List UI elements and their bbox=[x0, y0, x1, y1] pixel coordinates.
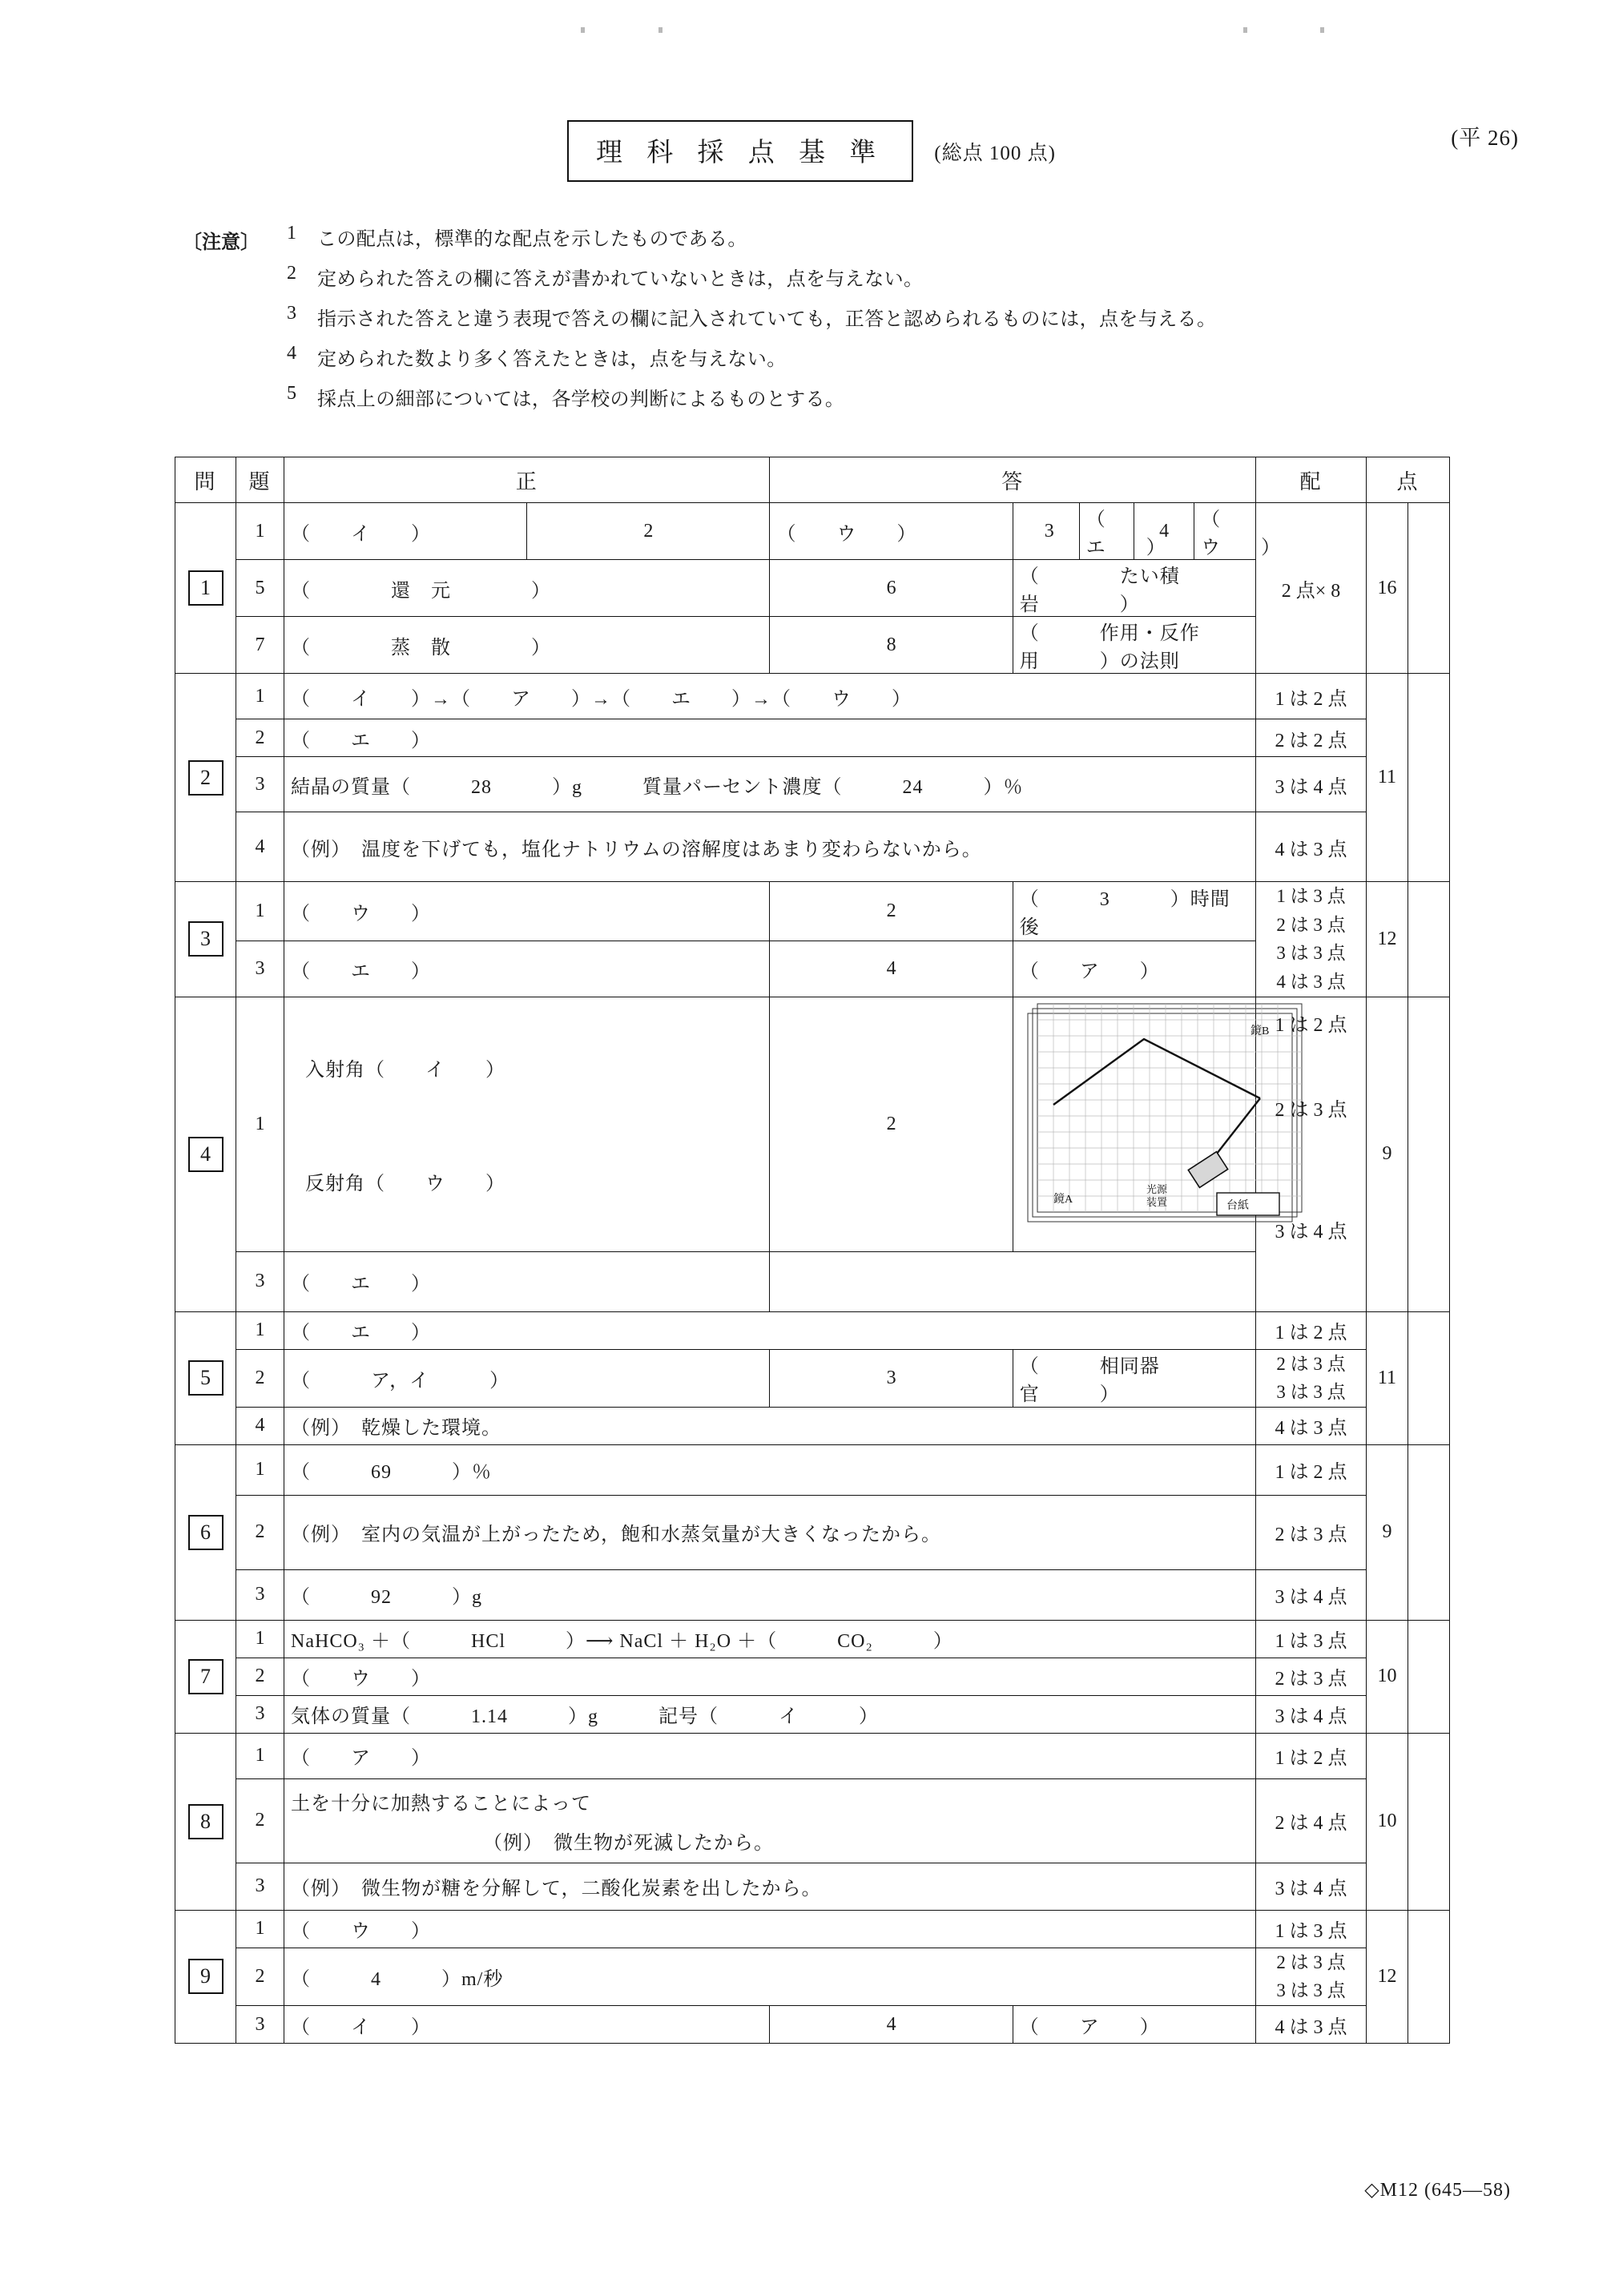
alloc-text: 2 点× 8 bbox=[1255, 503, 1366, 674]
header-question: 問 bbox=[175, 457, 236, 503]
item-number: 1 bbox=[236, 1910, 284, 1948]
score-value: 10 bbox=[1366, 1733, 1408, 1910]
table-row bbox=[175, 1311, 1450, 1349]
answer-text-line1: 入射角（ イ ） bbox=[305, 1059, 505, 1081]
question-number: 3 bbox=[188, 921, 224, 957]
blank-cell bbox=[1408, 1444, 1449, 1620]
note-item bbox=[183, 343, 1544, 371]
answer-pair-cell bbox=[1013, 503, 1282, 560]
header-item: 題 bbox=[236, 457, 284, 503]
alloc-text: 1 は 2 点 bbox=[1275, 1014, 1347, 1036]
score-value: 12 bbox=[1366, 1910, 1408, 2043]
svg-text:鏡B: 鏡B bbox=[1250, 1025, 1270, 1037]
answer-text: （ 3 ）時間後 bbox=[1013, 882, 1255, 941]
alloc-text: 1 は 3 点 bbox=[1255, 1910, 1366, 1948]
alloc-block bbox=[1255, 1948, 1366, 2005]
item-number: 2 bbox=[770, 882, 1013, 941]
question-number: 6 bbox=[188, 1515, 224, 1550]
answer-text: （ 還 元 ） bbox=[284, 560, 770, 617]
svg-text:装置: 装置 bbox=[1146, 1195, 1167, 1208]
alloc-text: 2 は 2 点 bbox=[1255, 719, 1366, 757]
alloc-text: 3 は 4 点 bbox=[1255, 757, 1366, 812]
table-row bbox=[175, 882, 1450, 941]
item-number: 4 bbox=[1134, 503, 1194, 559]
answer-text: NaHCO₃ ＋（ HCl ）⟶ NaCl ＋ H₂O ＋（ CO₂ ） bbox=[284, 1620, 1256, 1658]
question-number: 8 bbox=[188, 1804, 224, 1839]
alloc-text: 2 は 3 点 bbox=[1276, 1952, 1346, 1972]
note-text: 定められた答えの欄に答えが書かれていないときは，点を与えない。 bbox=[317, 269, 924, 290]
item-number: 4 bbox=[236, 1407, 284, 1444]
item-number: 1 bbox=[236, 1311, 284, 1349]
answer-text: （ エ ） bbox=[284, 1311, 1256, 1349]
item-number: 2 bbox=[770, 997, 1013, 1251]
answer-text: （ 蒸 散 ） bbox=[284, 617, 770, 674]
item-number: 1 bbox=[236, 997, 284, 1251]
table-row bbox=[175, 674, 1450, 719]
table-row bbox=[175, 1444, 1450, 1495]
score-value: 16 bbox=[1366, 503, 1408, 674]
note-item bbox=[183, 263, 1544, 291]
blank-cell bbox=[1408, 503, 1449, 674]
alloc-text: 1 は 2 点 bbox=[1255, 1733, 1366, 1778]
header-answer-left: 正 bbox=[284, 457, 770, 503]
alloc-text: 1 は 2 点 bbox=[1255, 674, 1366, 719]
item-number: 4 bbox=[236, 812, 284, 882]
answer-text: （ たい積岩 ） bbox=[1013, 560, 1255, 617]
item-number: 3 bbox=[236, 757, 284, 812]
item-number: 7 bbox=[236, 617, 284, 674]
alloc-text: 2 は 4 点 bbox=[1255, 1778, 1366, 1863]
answer-text: （ 4 ）m/秒 bbox=[284, 1948, 1256, 2005]
note-number: 4 bbox=[287, 343, 296, 364]
alloc-text: 4 は 3 点 bbox=[1255, 2006, 1366, 2044]
question-number: 5 bbox=[188, 1360, 224, 1396]
table-row bbox=[175, 1910, 1450, 1948]
answer-text: （ イ ） bbox=[284, 503, 527, 560]
page-title: 理 科 採 点 基 準 bbox=[567, 120, 913, 182]
alloc-text: 3 は 3 点 bbox=[1276, 1980, 1346, 2001]
answer-text: （ ウ ） bbox=[284, 1910, 1256, 1948]
note-text: 指示された答えと違う表現で答えの欄に記入されていても，正答と認められるものには，点を与える。 bbox=[317, 309, 1217, 330]
item-number: 1 bbox=[236, 674, 284, 719]
question-number: 9 bbox=[188, 1959, 224, 1994]
note-item bbox=[183, 383, 1544, 411]
answer-text-line2: 反射角（ ウ ） bbox=[305, 1173, 505, 1194]
table-row bbox=[175, 997, 1450, 1251]
question-number-cell bbox=[175, 1311, 236, 1444]
blank-cell bbox=[1408, 997, 1449, 1311]
alloc-text: 4 は 3 点 bbox=[1276, 971, 1346, 992]
alloc-text: 1 は 3 点 bbox=[1276, 886, 1346, 906]
question-number-cell bbox=[175, 882, 236, 997]
question-number: 2 bbox=[188, 760, 224, 796]
answer-text: （ 69 ）％ bbox=[284, 1444, 1256, 1495]
table-row bbox=[175, 1569, 1450, 1620]
item-number: 6 bbox=[770, 560, 1013, 617]
answer-text: （例） 微生物が糖を分解して，二酸化炭素を出したから。 bbox=[284, 1863, 1256, 1910]
blank-cell bbox=[1408, 1311, 1449, 1444]
table-row bbox=[175, 1778, 1450, 1863]
item-number: 4 bbox=[770, 941, 1013, 997]
item-number: 3 bbox=[236, 2006, 284, 2044]
table-row bbox=[175, 1733, 1450, 1778]
answer-text-line1: 土を十分に加熱することによって bbox=[291, 1793, 591, 1815]
answer-text: （ 作用・反作用 ）の法則 bbox=[1013, 617, 1255, 674]
answer-text: （ イ ） bbox=[284, 2006, 770, 2044]
table-row bbox=[175, 1620, 1450, 1658]
item-number: 2 bbox=[236, 1658, 284, 1695]
alloc-text: 3 は 4 点 bbox=[1275, 1221, 1347, 1243]
answer-text: （ ア ） bbox=[284, 1733, 1256, 1778]
item-number: 1 bbox=[236, 1444, 284, 1495]
answer-text: （ エ ） bbox=[1079, 503, 1134, 559]
table-row bbox=[175, 719, 1450, 757]
notes-section bbox=[183, 223, 1544, 423]
answer-text: （例） 乾燥した環境。 bbox=[284, 1407, 1256, 1444]
question-number-cell bbox=[175, 674, 236, 882]
notes-label: 〔注意〕 bbox=[183, 232, 260, 253]
table-row bbox=[175, 1349, 1450, 1407]
answer-text: （ エ ） bbox=[284, 1251, 770, 1311]
svg-text:台紙: 台紙 bbox=[1226, 1199, 1249, 1212]
score-value: 9 bbox=[1366, 997, 1408, 1311]
note-number: 1 bbox=[287, 223, 296, 244]
item-number: 4 bbox=[770, 2006, 1013, 2044]
blank-cell bbox=[1408, 1733, 1449, 1910]
score-value: 12 bbox=[1366, 882, 1408, 997]
answer-text: （ ア ） bbox=[1013, 941, 1255, 997]
table-row bbox=[175, 812, 1450, 882]
answer-text: （ ウ ） bbox=[1201, 510, 1282, 558]
year-note: (平 26) bbox=[1451, 126, 1519, 150]
answer-text: （ ウ ） bbox=[284, 882, 770, 941]
score-value: 11 bbox=[1366, 674, 1408, 882]
table-header-row bbox=[175, 457, 1450, 503]
question-number: 4 bbox=[188, 1137, 224, 1172]
answer-text: （ イ ）→（ ア ）→（ エ ）→（ ウ ） bbox=[284, 674, 1256, 719]
item-number: 2 bbox=[236, 1495, 284, 1569]
item-number: 5 bbox=[236, 560, 284, 617]
answer-text: 結晶の質量（ 28 ）g 質量パーセント濃度（ 24 ）％ bbox=[284, 757, 1256, 812]
alloc-text: 1 は 2 点 bbox=[1255, 1444, 1366, 1495]
table-row bbox=[175, 1658, 1450, 1695]
note-number: 2 bbox=[287, 263, 296, 284]
alloc-text: 2 は 3 点 bbox=[1275, 1099, 1347, 1121]
score-value: 9 bbox=[1366, 1444, 1408, 1620]
item-number: 1 bbox=[236, 1733, 284, 1778]
blank-cell bbox=[1408, 1910, 1449, 2043]
question-number: 1 bbox=[188, 570, 224, 606]
total-points: (総点 100 点) bbox=[934, 142, 1056, 164]
answer-text: （ ア ） bbox=[1013, 2006, 1255, 2044]
item-number: 2 bbox=[236, 1948, 284, 2005]
answer-text: （ エ ） bbox=[284, 719, 1256, 757]
header-answer-right: 答 bbox=[770, 457, 1256, 503]
note-text: 採点上の細部については，各学校の判断によるものとする。 bbox=[317, 389, 845, 410]
score-value: 11 bbox=[1366, 1311, 1408, 1444]
note-text: この配点は，標準的な配点を示したものである。 bbox=[317, 229, 747, 250]
answer-text: （ 相同器官 ） bbox=[1013, 1349, 1255, 1407]
question-number-cell bbox=[175, 1620, 236, 1733]
table-row bbox=[175, 1695, 1450, 1733]
item-number: 2 bbox=[236, 719, 284, 757]
item-number: 3 bbox=[236, 1251, 284, 1311]
answer-text: （ エ ） bbox=[284, 941, 770, 997]
footer-code: ◇M12 (645—58) bbox=[1364, 2180, 1511, 2201]
scoring-table bbox=[175, 457, 1450, 2044]
figure-cell bbox=[1013, 997, 1270, 1251]
table-row bbox=[175, 1948, 1450, 2005]
question-number-cell bbox=[175, 1733, 236, 1910]
alloc-text: 3 は 3 点 bbox=[1276, 943, 1346, 964]
item-number: 1 bbox=[236, 882, 284, 941]
blank-cell bbox=[1408, 882, 1449, 997]
alloc-text: 1 は 3 点 bbox=[1255, 1620, 1366, 1658]
note-text: 定められた数より多く答えたときは，点を与えない。 bbox=[317, 349, 787, 370]
blank-cell bbox=[1408, 1620, 1449, 1733]
note-item bbox=[183, 223, 1544, 251]
blank-cell bbox=[1408, 674, 1449, 882]
table-row bbox=[175, 1495, 1450, 1569]
table-row bbox=[175, 503, 1450, 560]
answer-text: （ ウ ） bbox=[284, 1658, 1256, 1695]
alloc-text: 2 は 3 点 bbox=[1255, 1658, 1366, 1695]
alloc-text: 3 は 4 点 bbox=[1255, 1863, 1366, 1910]
header-alloc: 配 bbox=[1255, 457, 1366, 503]
answer-subcell bbox=[284, 1778, 1256, 1863]
item-number: 8 bbox=[770, 617, 1013, 674]
alloc-text: 3 は 3 点 bbox=[1276, 1382, 1346, 1403]
svg-text:光源: 光源 bbox=[1146, 1182, 1167, 1195]
question-number-cell bbox=[175, 1444, 236, 1620]
table-row bbox=[175, 1407, 1450, 1444]
item-number: 3 bbox=[236, 1863, 284, 1910]
scan-artifacts bbox=[0, 27, 1623, 43]
alloc-text: 3 は 4 点 bbox=[1255, 1569, 1366, 1620]
item-number: 3 bbox=[236, 941, 284, 997]
score-value: 10 bbox=[1366, 1620, 1408, 1733]
item-number: 3 bbox=[236, 1695, 284, 1733]
item-number: 1 bbox=[236, 1620, 284, 1658]
alloc-text: 3 は 4 点 bbox=[1255, 1695, 1366, 1733]
answer-text: 気体の質量（ 1.14 ）g 記号（ イ ） bbox=[284, 1695, 1256, 1733]
alloc-block bbox=[1255, 882, 1366, 997]
alloc-text: 1 は 2 点 bbox=[1255, 1311, 1366, 1349]
answer-text: （例） 温度を下げても，塩化ナトリウムの溶解度はあまり変わらないから。 bbox=[284, 812, 1256, 882]
item-number: 2 bbox=[527, 503, 770, 560]
answer-text-line2: （例） 微生物が死滅したから。 bbox=[483, 1832, 774, 1854]
question-number-cell bbox=[175, 503, 236, 674]
table-row bbox=[175, 1863, 1450, 1910]
answer-text: （例） 室内の気温が上がったため，飽和水蒸気量が大きくなったから。 bbox=[284, 1495, 1256, 1569]
answer-text: （ ア，イ ） bbox=[284, 1349, 770, 1407]
item-number: 3 bbox=[236, 1569, 284, 1620]
table-row bbox=[175, 2006, 1450, 2044]
question-number: 7 bbox=[188, 1659, 224, 1694]
item-number: 3 bbox=[1020, 503, 1080, 559]
answer-text: （ 92 ）g bbox=[284, 1569, 1256, 1620]
alloc-block bbox=[1255, 997, 1366, 1311]
note-item bbox=[183, 303, 1544, 331]
alloc-text: 2 は 3 点 bbox=[1255, 1495, 1366, 1569]
item-number: 1 bbox=[236, 503, 284, 560]
item-number: 2 bbox=[236, 1778, 284, 1863]
alloc-text: 2 は 3 点 bbox=[1276, 1353, 1346, 1374]
answer-subcell bbox=[284, 997, 770, 1251]
item-number: 2 bbox=[236, 1349, 284, 1407]
alloc-text: 2 は 3 点 bbox=[1276, 914, 1346, 935]
note-number: 5 bbox=[287, 383, 296, 404]
item-number: 3 bbox=[770, 1349, 1013, 1407]
alloc-text: 4 は 3 点 bbox=[1255, 1407, 1366, 1444]
table-row bbox=[175, 757, 1450, 812]
alloc-text: 4 は 3 点 bbox=[1255, 812, 1366, 882]
alloc-block bbox=[1255, 1349, 1366, 1407]
answer-text: （ ウ ） bbox=[770, 503, 1013, 560]
header-points: 点 bbox=[1366, 457, 1449, 503]
svg-text:鏡A: 鏡A bbox=[1053, 1193, 1073, 1206]
question-number-cell bbox=[175, 1910, 236, 2043]
document-title-area bbox=[0, 120, 1623, 182]
question-number-cell bbox=[175, 997, 236, 1311]
note-number: 3 bbox=[287, 303, 296, 324]
